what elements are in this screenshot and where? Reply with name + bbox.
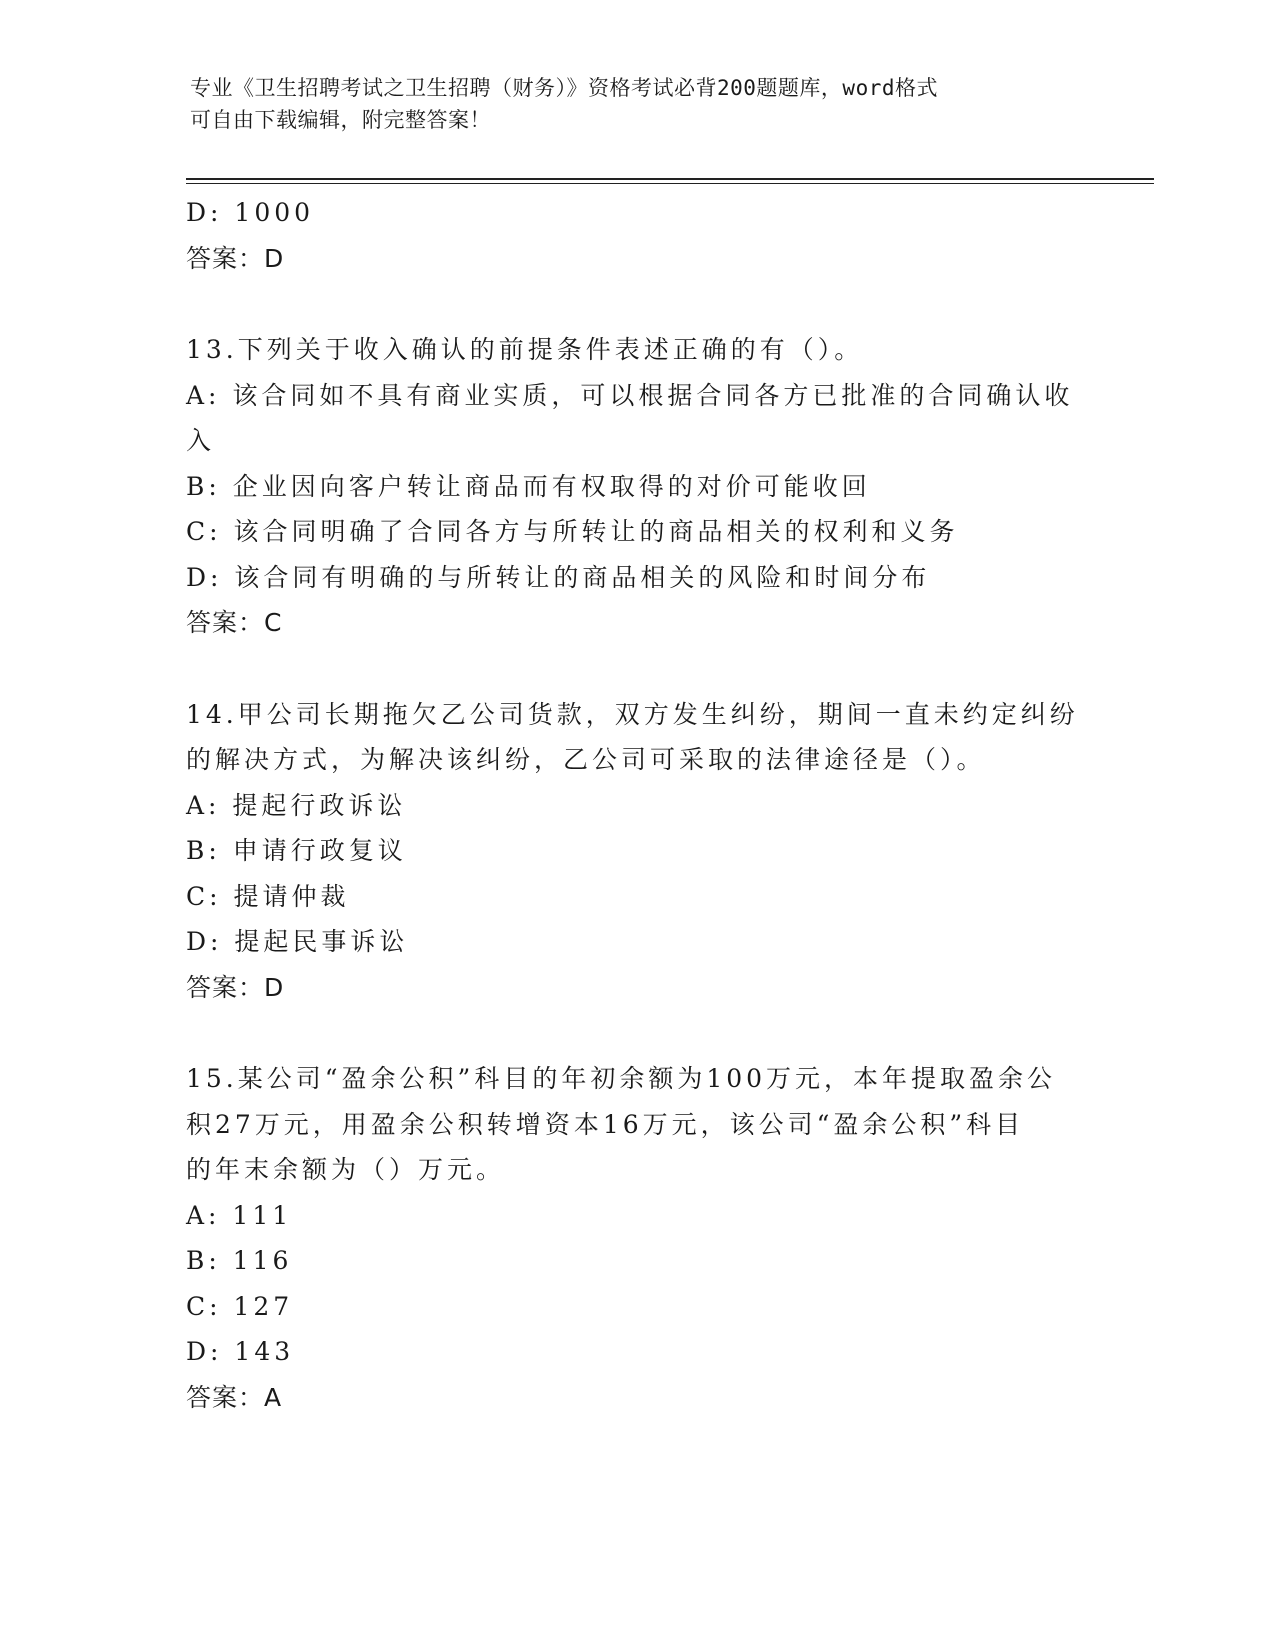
option-d: D: 该合同有明确的与所转让的商品相关的风险和时间分布: [186, 562, 931, 592]
option-a: A: 提起行政诉讼: [186, 790, 407, 820]
option-a: A: 该合同如不具有商业实质，可以根据合同各方已批准的合同确认收: [186, 380, 1074, 410]
option-d: D: 提起民事诉讼: [186, 927, 409, 956]
answer-line: 答案：D: [186, 243, 285, 273]
option-a: A: 111: [186, 1200, 293, 1230]
option-d: D: 1000: [186, 198, 315, 227]
option-a-continued: 入: [186, 426, 216, 455]
option-c: C: 该合同明确了合同各方与所转让的商品相关的权利和义务: [186, 517, 959, 546]
option-b: B: 申请行政复议: [186, 836, 407, 865]
question-stem-continued: 的年末余额为（）万元。: [186, 1155, 506, 1184]
question-stem: 13.下列关于收入确认的前提条件表述正确的有（）。: [186, 335, 864, 364]
option-c: C: 127: [186, 1291, 294, 1321]
header-line: 可自由下载编辑，附完整答案！: [190, 108, 491, 132]
question-stem-continued: 积27万元，用盈余公积转增资本16万元，该公司“盈余公积”科目: [186, 1109, 1025, 1139]
option-b: B: 企业因向客户转让商品而有权取得的对价可能收回: [186, 471, 871, 501]
page-header: [190, 72, 1090, 136]
spacer: [186, 646, 1086, 692]
question-stem: 14.甲公司长期拖欠乙公司货款，双方发生纠纷，期间一直未约定纠纷: [186, 699, 1079, 729]
spacer: [186, 281, 1086, 327]
question-15: [186, 1056, 1086, 1420]
question-stem-continued: 的解决方式，为解决该纠纷，乙公司可采取的法律途径是（）。: [186, 745, 986, 774]
question-14: [186, 692, 1086, 1011]
answer-line: 答案：D: [186, 972, 285, 1002]
answer-line: 答案：C: [186, 608, 283, 637]
option-b: B: 116: [186, 1246, 293, 1275]
answer-line: 答案：A: [186, 1382, 283, 1412]
option-d: D: 143: [186, 1337, 295, 1366]
header-divider: [186, 178, 1154, 184]
option-c: C: 提请仲裁: [186, 881, 350, 911]
spacer: [186, 1010, 1086, 1056]
header-line: 专业《卫生招聘考试之卫生招聘（财务）》资格考试必背200题题库，word格式: [190, 76, 938, 100]
question-stem: 15.某公司“盈余公积”科目的年初余额为100万元，本年提取盈余公: [186, 1064, 1057, 1093]
document-body: [186, 190, 1086, 1420]
question-13: [186, 327, 1086, 646]
